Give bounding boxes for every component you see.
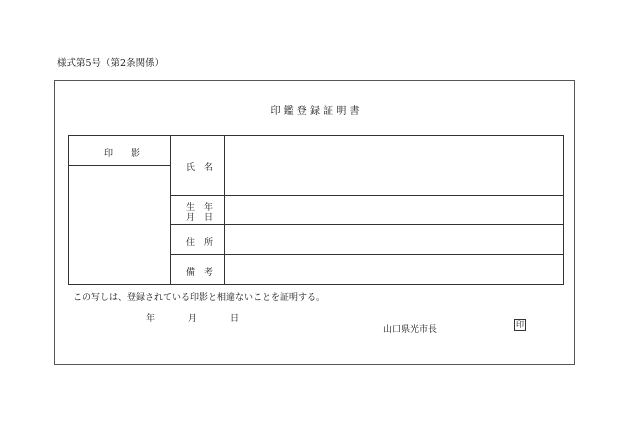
birth-label-line2: 月 日 (186, 213, 214, 223)
date-month: 月 (188, 314, 198, 324)
table-divider-label (224, 135, 225, 285)
certification-statement: この写しは、登録されている印影と相違ないことを証明する。 (73, 293, 326, 303)
table-border-bottom (68, 284, 564, 285)
certificate-title: 印 鑑 登 録 証 明 書 (270, 106, 360, 117)
seal-impression-header: 印 影 (104, 149, 141, 159)
table-divider-seal (170, 135, 171, 285)
form-number: 様式第5号（第2条関係） (57, 58, 165, 69)
birth-label-line1: 生 年 (186, 203, 214, 213)
table-border-left (68, 135, 69, 285)
official-seal: 印 (516, 320, 524, 329)
table-border-right (563, 135, 564, 285)
table-border-top (68, 135, 564, 136)
row-divider-2 (170, 224, 564, 225)
address-label: 住 所 (186, 238, 214, 248)
date-day: 日 (230, 314, 240, 324)
remarks-label: 備 考 (186, 268, 214, 278)
seal-header-line (68, 165, 170, 166)
row-divider-3 (170, 254, 564, 255)
issuer-name: 山口県光市長 (383, 325, 438, 335)
date-line (146, 311, 239, 324)
date-year: 年 (146, 314, 156, 324)
row-divider-1 (170, 195, 564, 196)
name-label: 氏 名 (186, 163, 214, 173)
certificate-frame (54, 80, 575, 365)
